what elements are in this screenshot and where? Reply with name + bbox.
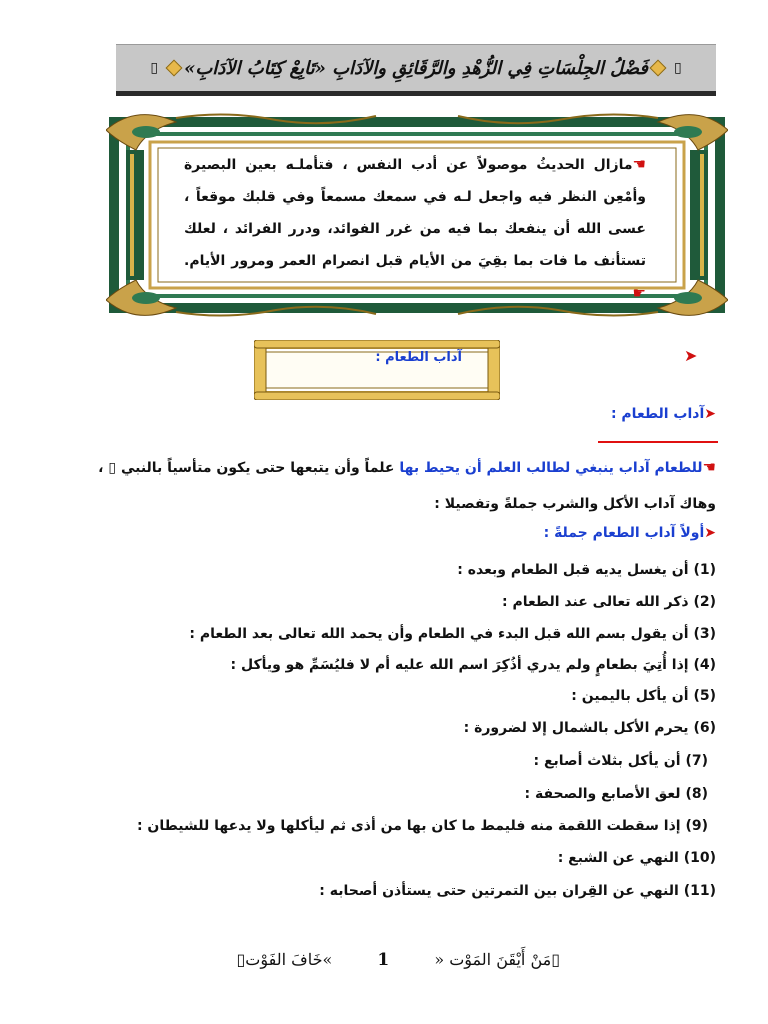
section-heading <box>611 406 716 422</box>
diamond-icon <box>649 60 666 77</box>
list-item <box>189 626 716 642</box>
item-number: (10) <box>683 850 716 866</box>
list-item <box>571 688 716 704</box>
list-item <box>230 657 716 673</box>
list-heading-text: أولاً آداب الطعام جملةً : <box>543 525 705 541</box>
list-heading <box>544 525 716 541</box>
paragraph-line-1 <box>98 458 716 476</box>
list-item <box>137 818 708 834</box>
arrow-icon: ➤ <box>704 406 716 422</box>
item-number: (5) <box>693 688 716 704</box>
page-header <box>116 44 716 96</box>
item-number: (2) <box>693 594 716 610</box>
box-glyph-right: ▯ <box>673 60 682 76</box>
item-text: أن يأكل بثلاث أصابع : <box>533 753 681 769</box>
list-item <box>502 594 716 610</box>
list-item <box>558 850 716 866</box>
item-text: النهي عن الشبع : <box>557 850 679 866</box>
item-text: لعق الأصابع والصحفة : <box>524 786 681 802</box>
header-title: فَضْلُ الجِلْسَاتِ فِي الزُّهْدِ والرَّقَائِقِ والآدَابِ «تَابِعْ كِتَابُ الآدَابِ» <box>184 57 648 79</box>
item-number: (6) <box>693 720 716 736</box>
item-number: (7) <box>685 753 708 769</box>
item-text: أن يقول بسم الله قبل البدء في الطعام وأن يحمد الله تعالى بعد الطعام : <box>189 626 689 642</box>
section-box-label: آداب الطعام : <box>375 350 462 365</box>
list-item <box>525 786 708 802</box>
intro-text: مازال الحديثُ موصولاً عن أدب النفس ، فتأملـه بعين البصيرة وأمْعِن النظر فيه واجعل لـه في سمعك مسمعاً وفي قلبك موقعاً ، عسى الله أن ينفعك بما فيه من غرر الفوائد، ودرر الفرائد ، لعلك تستأنف ما فات بما بقِيَ من الأيام قبل انصرام العمر ومرور الأيام. <box>184 157 646 269</box>
paragraph-text: علماً وأن يتبعها حتى يكون متأسياً بالنبي ▯ ، <box>98 460 400 476</box>
item-text: إذا سقطت اللقمة منه فليمط ما كان بها من أذى ثم ليأكلها ولا يدعها للشيطان : <box>136 818 681 834</box>
section-title-box <box>254 340 500 400</box>
item-text: أن يأكل باليمين : <box>571 688 689 704</box>
list-item <box>464 720 716 736</box>
footer-quote-close: » <box>322 950 333 969</box>
list-item <box>533 753 708 769</box>
paragraph-line-2: وهاك آداب الأكل والشرب جملةً وتفصيلا : <box>434 496 716 512</box>
item-text: ذكر الله تعالى عند الطعام : <box>501 594 689 610</box>
item-text: النهي عن القِران بين التمرتين حتى يستأذن أصحابه : <box>319 883 679 899</box>
arrow-icon: ➤ <box>684 346 698 365</box>
item-number: (9) <box>685 818 708 834</box>
list-item <box>457 562 716 578</box>
item-text: يحرم الأكل بالشمال إلا لضرورة : <box>463 720 689 736</box>
item-number: (4) <box>693 657 716 673</box>
intro-paragraph <box>184 148 646 310</box>
item-text: إذا أُتِيَ بطعامٍ ولم يدري أذُكِرَ اسم الله عليه أم لا فليُسَمِّ هو ويأكل : <box>230 657 689 673</box>
item-number: (1) <box>693 562 716 578</box>
item-text: أن يغسل يديه قبل الطعام وبعده : <box>457 562 689 578</box>
red-divider <box>598 441 718 443</box>
gold-frame-graphic <box>254 340 500 400</box>
page-footer <box>200 950 560 970</box>
pointing-hand-icon: ☛ <box>632 284 646 302</box>
box-glyph-left: ▯ <box>150 60 159 76</box>
pointing-hand-icon: ☚ <box>632 155 646 173</box>
ornamental-frame <box>106 110 728 320</box>
footer-quote-open: « <box>434 950 445 969</box>
footer-left-text: ▯مَنْ أَيْقَنَ المَوْت <box>449 950 560 969</box>
diamond-icon <box>166 60 183 77</box>
page-number: 1 <box>377 950 390 970</box>
item-number: (8) <box>685 786 708 802</box>
item-number: (11) <box>683 883 716 899</box>
pointing-hand-icon: ☚ <box>702 458 716 476</box>
arrow-icon: ➤ <box>704 525 716 541</box>
section-heading-text: آداب الطعام : <box>610 406 705 422</box>
footer-right-text: خَافَ الفَوْت▯ <box>236 950 323 969</box>
paragraph-blue-text: للطعام آداب ينبغي لطالب العلم أن يحيط بها <box>399 460 703 476</box>
list-item <box>319 883 716 899</box>
item-number: (3) <box>693 626 716 642</box>
